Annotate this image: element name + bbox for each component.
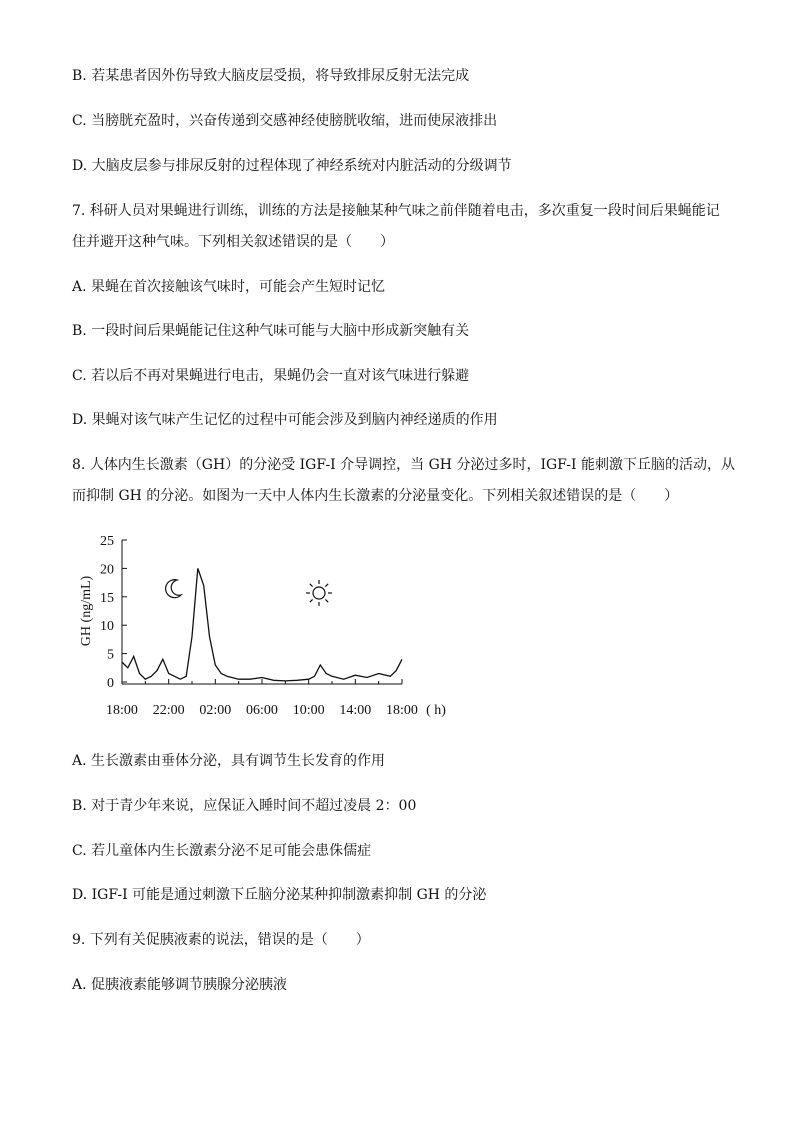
sun-icon: [306, 580, 332, 606]
x-tick-label: 06:00: [246, 703, 278, 718]
x-tick-label: 14:00: [339, 703, 372, 718]
option-7d: D. 果蝇对该气味产生记忆的过程中可能会涉及到脑内神经递质的作用: [72, 412, 498, 428]
question-7-stem-line1: 7. 科研人员对果蝇进行训练，训练的方法是接触某种气味之前伴随着电击，多次重复一段时间后果蝇能记: [72, 203, 720, 219]
option-7a: A. 果蝇在首次接触该气味时，可能会产生短时记忆: [72, 279, 386, 295]
option-8c: C. 若儿童体内生长激素分泌不足可能会患侏儒症: [72, 843, 372, 859]
x-axis-label: ( h): [426, 703, 446, 718]
option-8d: D. IGF-I 可能是通过刺激下丘脑分泌某种抑制激素抑制 GH 的分泌: [72, 887, 487, 903]
option-6b: B. 若某患者因外伤导致大脑皮层受损，将导致排尿反射无法完成: [72, 68, 470, 84]
question-8-stem-line1: 8. 人体内生长激素（GH）的分泌受 IGF-I 介导调控，当 GH 分泌过多时，IGF-I 能刺激下丘脑的活动，从: [72, 457, 735, 473]
y-tick-label: 20: [100, 562, 114, 578]
y-tick-label: 25: [100, 534, 114, 549]
y-tick-label: 15: [100, 590, 114, 606]
question-8-stem-line2: 而抑制 GH 的分泌。如图为一天中人体内生长激素的分泌量变化。下列相关叙述错误的是（ ）: [72, 488, 679, 504]
y-tick-label: 5: [107, 647, 114, 663]
gh-series-line: [122, 568, 402, 681]
moon-icon: [166, 580, 181, 598]
option-8b: B. 对于青少年来说，应保证入睡时间不超过凌晨 2：00: [72, 798, 417, 814]
y-axis-label: GH (ng/mL): [79, 575, 94, 647]
x-tick-label: 18:00: [386, 703, 418, 718]
x-tick-label: 10:00: [292, 703, 325, 718]
y-tick-label: 0: [107, 676, 114, 691]
question-7-stem-line2: 住并避开这种气味。下列相关叙述错误的是（ ）: [72, 234, 394, 250]
option-9a: A. 促胰液素能够调节胰腺分泌胰液: [72, 977, 288, 993]
option-7c: C. 若以后不再对果蝇进行电击，果蝇仍会一直对该气味进行躲避: [72, 368, 470, 384]
x-tick-label: 22:00: [152, 703, 185, 718]
chart-labels: [79, 534, 446, 718]
option-6c: C. 当膀胱充盈时，兴奋传递到交感神经使膀胱收缩，进而使尿液排出: [72, 113, 498, 129]
option-7b: B. 一段时间后果蝇能记住这种气味可能与大脑中形成新突触有关: [72, 323, 470, 339]
question-9-stem: 9. 下列有关促胰液素的说法，错误的是（ ）: [72, 932, 370, 948]
gh-secretion-chart: [70, 528, 460, 728]
x-tick-label: 02:00: [199, 703, 232, 718]
x-tick-label: 18:00: [106, 703, 138, 718]
option-6d: D. 大脑皮层参与排尿反射的过程体现了神经系统对内脏活动的分级调节: [72, 158, 512, 174]
y-tick-label: 10: [100, 619, 114, 635]
option-8a: A. 生长激素由垂体分泌，具有调节生长发育的作用: [72, 753, 386, 769]
